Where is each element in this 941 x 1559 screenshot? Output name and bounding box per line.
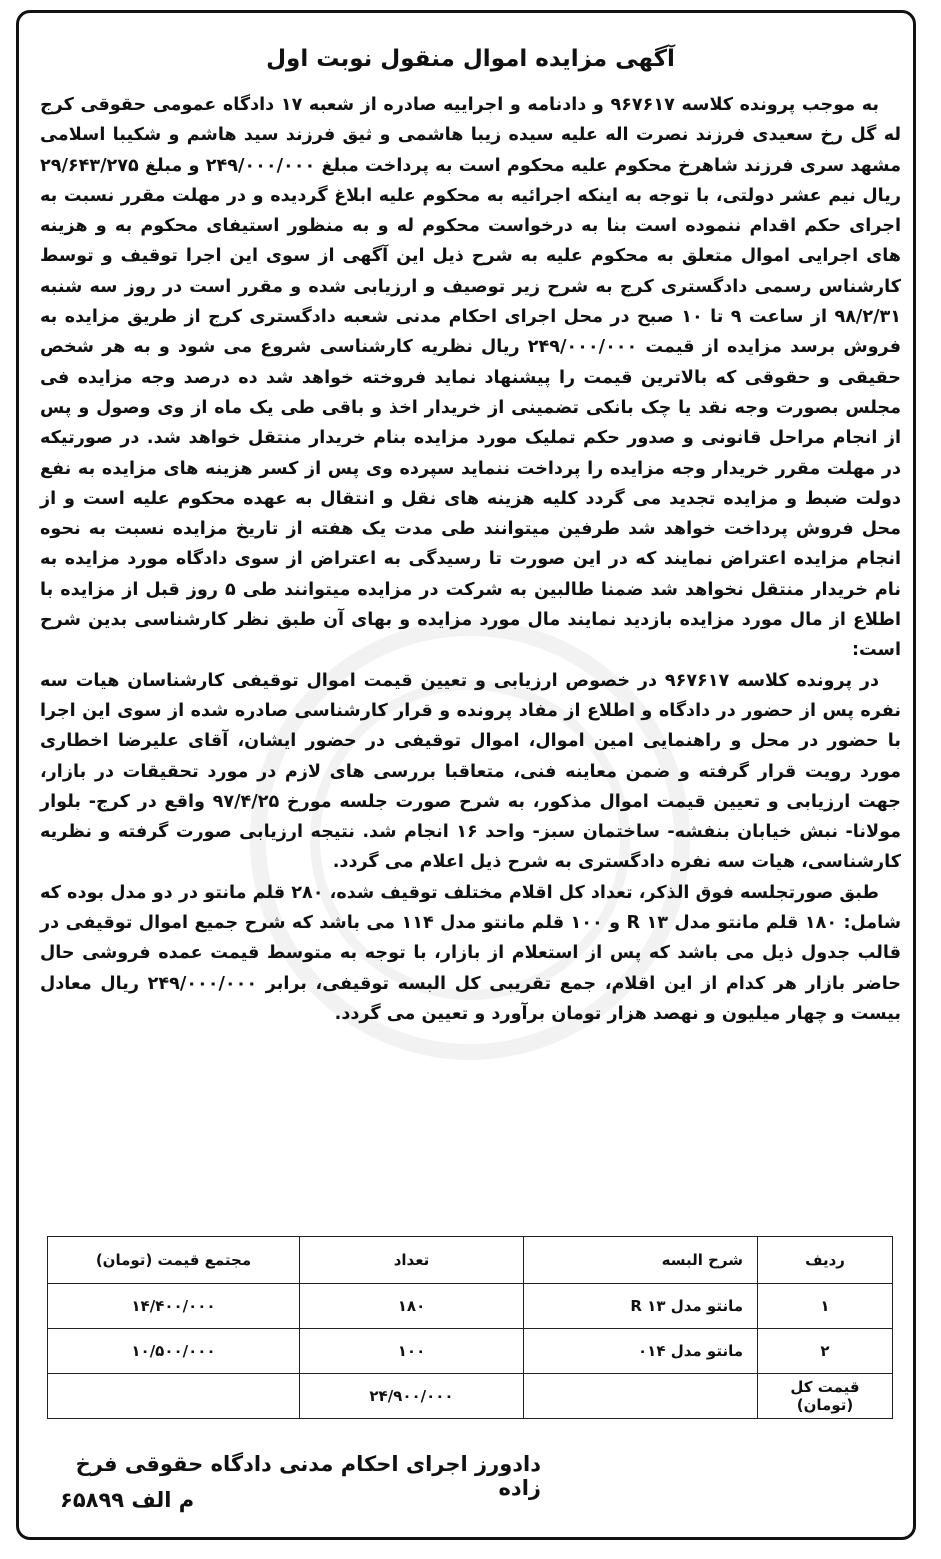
- notice-body: [40, 90, 901, 1029]
- signature: دادورز اجرای احکام مدنی دادگاه حقوقی فرخ زاده: [75, 1452, 541, 1500]
- paragraph-3: طبق صورتجلسه فوق الذکر، تعداد کل اقلام مختلف توقیف شده، ۲۸۰ قلم مانتو در دو مدل بوده که شامل: ۱۸۰ قلم مانتو مدل R ۱۳ و ۱۰۰ قلم مانتو مدل ۱۱۴ می باشد که شرح جمیع اموال توقیفی در قالب جدول ذیل می باشد که پس از استعلام از بازار، با توجه به متوسط قیمت عمده فروشی حال حاضر بازار هر کدام از این اقلام، جمع تقریبی کل البسه توقیفی، برابر ۲۴۹/۰۰۰/۰۰۰ ریال معادل بیست و چهار میلیون و نهصد هزار تومان برآورد و تعیین می گردد.: [40, 882, 902, 1024]
- cell-row-number: ۱: [758, 1284, 893, 1329]
- header-description: شرح البسه: [524, 1237, 758, 1284]
- table-header-row: [48, 1237, 893, 1284]
- header-total-price: مجتمع قیمت (تومان): [48, 1237, 300, 1284]
- table-row: [48, 1329, 893, 1374]
- cell-row-number: ۲: [758, 1329, 893, 1374]
- paragraph-1: به موجب پرونده کلاسه ۹۶۷۶۱۷ و دادنامه و اجراییه صادره از شعبه ۱۷ دادگاه عمومی حقوقی کرج له گل رخ سعیدی فرزند نصرت اله علیه سیده زیبا هاشمی و ثیق فرزند سید هاشم و شکیبا اسلامی مشهد سری فرزند شاهرخ محکوم علیه محکوم است به پرداخت مبلغ ۲۴۹/۰۰۰/۰۰۰ و مبلغ ۲۹/۶۴۳/۲۷۵ ریال نیم عشر دولتی، با توجه به اینکه اجرائیه به محکوم علیه ابلاغ گردیده و در مهلت مقرر نسبت به اجرای حکم اقدام ننموده است بنا به درخواست محکوم له و به منظور استیفای محکوم به و هزینه های اجرایی اموال متعلق به محکوم علیه به شرح ذیل این آگهی از سوی این اجرا توقیف و توسط کارشناس رسمی دادگستری کرج به شرح زیر توصیف و ارزیابی شده و مقرر است در روز سه شنبه ۹۸/۲/۳۱ از ساعت ۹ تا ۱۰ صبح در محل اجرای احکام مدنی شعبه دادگستری کرج از طریق مزایده به فروش برسد مزایده از قیمت ۲۴۹/۰۰۰/۰۰۰ ریال نظریه کارشناسی شروع می شود و به هر شخص حقیقی و حقوقی که بالاترین قیمت را پیشنهاد نماید فروخته خواهد شد ده درصد وجه مزایده فی مجلس بصورت وجه نقد یا چک بانکی تضمینی از خریدار اخذ و باقی طی یک ماه از وی وصول و پس از انجام مراحل قانونی و صدور حکم تملیک مورد مزایده بنام خریدار منتقل خواهد شد. در صورتیکه در مهلت مقرر خریدار وجه مزایده را پرداخت ننماید سپرده وی پس از کسر هزینه های مزایده به نفع دولت ضبط و مزایده تجدید می گردد کلیه هزینه های نقل و انتقال به عهده محکوم علیه است و از محل فروش پرداخت خواهد شد طرفین میتوانند طی مدت یک هفته از تاریخ مزایده نسبت به نحوه انجام مزایده اعتراض نمایند که در این صورت تا رسیدگی به اعتراض از سوی دادگاه مورد مزایده به نام خریدار منتقل نخواهد شد ضمنا طالبین به شرکت در مزایده میتوانند طی ۵ روز قبل از مزایده با اطلاع از مال مورد مزایده بازدید نمایند مال مورد مزایده و بهای آن طبق نظر کارشناسی بدین شرح است:: [40, 95, 902, 661]
- cell-description: مانتو مدل R ۱۳: [524, 1284, 758, 1329]
- table-total-row: [48, 1374, 893, 1419]
- cell-quantity: ۱۸۰: [300, 1284, 524, 1329]
- cell-quantity: ۱۰۰: [300, 1329, 524, 1374]
- cell-price: ۱۴/۴۰۰/۰۰۰: [48, 1284, 300, 1329]
- cell-total-value: ۲۴/۹۰۰/۰۰۰: [300, 1374, 524, 1419]
- cell-description: مانتو مدل ۰۱۴: [524, 1329, 758, 1374]
- table-row: [48, 1284, 893, 1329]
- paragraph-2: در پرونده کلاسه ۹۶۷۶۱۷ در خصوص ارزیابی و تعیین قیمت اموال توقیفی کارشناسان هیات سه نفره پس از حضور در دادگاه و اطلاع از مفاد پرونده و قرار کارشناسی صادره شده از سوی این اجرا با حضور در محل و راهنمایی امین اموال، اموال توقیفی در حضور ایشان، آقای علیرضا اخطاری مورد رویت قرار گرفته و ضمن معاینه فنی، متعاقبا بررسی های لازم در مورد تحقیقات در بازار، جهت ارزیابی و تعیین قیمت اموال مذکور، به شرح صورت جلسه مورخ ۹۷/۴/۲۵ واقع در کرج- بلوار مولانا- نبش خیابان بنفشه- ساختمان سبز- واحد ۱۶ انجام شد. نتیجه ارزیابی صورت گرفته و نظریه کارشناسی، هیات سه نفره دادگستری به شرح ذیل اعلام می گردد.: [40, 670, 902, 873]
- notice-title: آگهی مزایده اموال منقول نوبت اول: [266, 46, 675, 72]
- reference-code: م الف ۶۵۸۹۹: [60, 1488, 195, 1512]
- cell-total-label: قیمت کل (تومان): [758, 1374, 893, 1419]
- items-table: [47, 1236, 893, 1419]
- cell-price: ۱۰/۵۰۰/۰۰۰: [48, 1329, 300, 1374]
- header-quantity: تعداد: [300, 1237, 524, 1284]
- cell-total-empty: [524, 1374, 758, 1419]
- header-row-number: ردیف: [758, 1237, 893, 1284]
- cell-total-extra: [48, 1374, 300, 1419]
